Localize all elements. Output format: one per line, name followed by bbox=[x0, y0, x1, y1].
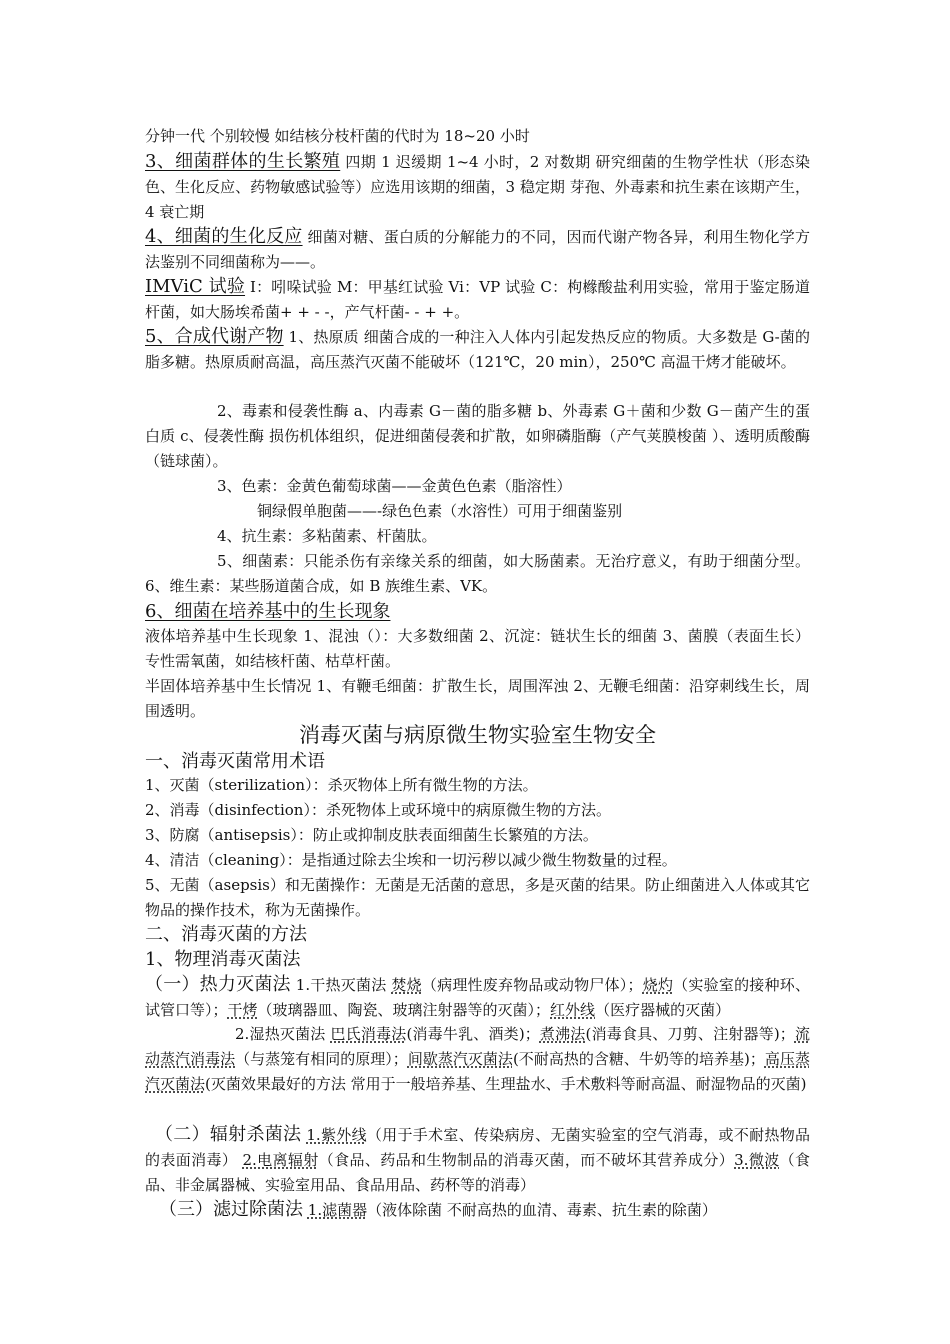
pasteurization-term: 巴氏消毒法 bbox=[330, 1025, 407, 1043]
bacteriocin-text: 5、细菌素：只能杀伤有亲缘关系的细菌，如大肠菌素。无治疗意义，有助于细菌分型。 6、维生素：某些肠道菌合成，如 B 族维生素、VK。 bbox=[145, 552, 810, 595]
section-5-heading: 5、合成代谢产物 bbox=[145, 326, 284, 347]
liquid-medium-paragraph bbox=[145, 624, 810, 674]
section-4-text: 细菌对糖、蛋白质的分解能力的不同，因而代谢产物各异，利用生物化学方法鉴别不同细菌称为——。 bbox=[145, 228, 810, 271]
pigment-text: 3、色素：金黄色葡萄球菌——金黄色色素（脂溶性） bbox=[217, 477, 572, 495]
antibiotic-text: 4、抗生素：多粘菌素、杆菌肽。 bbox=[217, 527, 437, 545]
tyndallization-term: 间歇蒸汽灭菌法 bbox=[407, 1050, 513, 1068]
flowing-steam-desc: （与蒸笼有相同的原理）； bbox=[235, 1050, 408, 1068]
flaming-desc: （实验室的接种环、试管口等）； bbox=[145, 976, 810, 1019]
chapter-title-text: 消毒灭菌与病原微生物实验室生物安全 bbox=[299, 723, 656, 747]
liquid-medium-text: 液体培养基中生长现象 1、混浊（）：大多数细菌 2、沉淀：链状生长的细菌 3、菌膜（表面生长）专性需氧菌，如结核杆菌、枯草杆菌。 bbox=[145, 627, 810, 670]
term-sterilization bbox=[145, 773, 810, 798]
section-3-heading: 3、细菌群体的生长繁殖 bbox=[145, 151, 341, 172]
autoclave-desc: (灭菌效果最好的方法 常用于一般培养基、生理盐水、手术敷料等耐高温、耐湿物品的灭菌) bbox=[205, 1075, 807, 1093]
heat-sterilization-paragraph bbox=[145, 972, 810, 1023]
filtration-heading: （三）滤过除菌法 bbox=[159, 1199, 303, 1220]
flaming-term: 烧灼 bbox=[642, 976, 674, 994]
bacterial-filter-desc: （液体除菌 不耐高热的血清、毒素、抗生素的除菌） bbox=[367, 1201, 717, 1219]
boiling-term: 煮沸法 bbox=[539, 1025, 586, 1043]
term-sterilization-text: 1、灭菌（sterilization）：杀灭物体上所有微生物的方法。 bbox=[145, 776, 538, 794]
uv-term: 1.紫外线 bbox=[306, 1126, 367, 1144]
methods-heading bbox=[145, 922, 810, 947]
term-cleaning bbox=[145, 848, 810, 873]
imvic-paragraph bbox=[145, 274, 810, 325]
dry-heat-label: 1.干热灭菌法 bbox=[290, 976, 392, 994]
radiation-heading: （二）辐射杀菌法 bbox=[155, 1124, 302, 1145]
semisolid-medium-text: 半固体培养基中生长情况 1、有鞭毛细菌：扩散生长，周围浑浊 2、无鞭毛细菌：沿穿刺线生长，周围透明。 bbox=[145, 677, 810, 720]
hot-air-term: 干烤 bbox=[227, 1001, 258, 1019]
imvic-heading: IMViC 试验 bbox=[145, 276, 246, 297]
term-disinfection bbox=[145, 798, 810, 823]
moist-heat-label: 2.湿热灭菌法 bbox=[235, 1025, 331, 1043]
section-5-text: 1、热原质 细菌合成的一种注入人体内引起发热反应的物质。大多数是 G-菌的脂多糖。热原质耐高温，高压蒸汽灭菌不能破坏（121℃，20 min），250℃ 高温干烤才能破坏。 bbox=[145, 328, 810, 371]
section-3-paragraph bbox=[145, 149, 810, 225]
autoclave-term: 高压蒸汽灭菌法 bbox=[145, 1050, 810, 1093]
terms-heading-text: 一、消毒灭菌常用术语 bbox=[145, 751, 325, 772]
term-asepsis bbox=[145, 873, 810, 923]
section-6-heading: 6、细菌在培养基中的生长现象 bbox=[145, 601, 391, 622]
chapter-title bbox=[145, 720, 810, 750]
incineration-term: 焚烧 bbox=[391, 976, 422, 994]
physical-methods-heading-text: 1、物理消毒灭菌法 bbox=[145, 949, 301, 970]
flowing-steam-term: 流动蒸汽消毒法 bbox=[145, 1025, 810, 1068]
pseudomonas-line bbox=[145, 499, 810, 524]
term-antisepsis bbox=[145, 823, 810, 848]
term-antisepsis-text: 3、防腐（antisepsis）：防止或抑制皮肤表面细菌生长繁殖的方法。 bbox=[145, 826, 598, 844]
infrared-desc: （医疗器械的灭菌） bbox=[595, 1001, 731, 1019]
ionizing-radiation-term: 2.电离辐射 bbox=[242, 1151, 319, 1169]
physical-methods-heading bbox=[145, 947, 810, 972]
pigment-line bbox=[145, 474, 810, 499]
intro-line bbox=[145, 124, 810, 149]
section-5-paragraph bbox=[145, 324, 810, 375]
filtration-paragraph bbox=[145, 1197, 810, 1223]
tyndallization-desc: (不耐高热的含糖、牛奶等的培养基)； bbox=[512, 1050, 765, 1068]
infrared-term: 红外线 bbox=[550, 1001, 596, 1019]
semisolid-medium-paragraph bbox=[145, 674, 810, 724]
antibiotic-line bbox=[145, 524, 810, 549]
hot-air-desc: （玻璃器皿、陶瓷、玻璃注射器等的灭菌）； bbox=[257, 1001, 551, 1019]
pasteurization-desc: (消毒牛乳、酒类)； bbox=[406, 1025, 540, 1043]
moist-heat-paragraph bbox=[145, 1022, 810, 1097]
incineration-desc: （病理性废弃物品或动物尸体）； bbox=[421, 976, 643, 994]
term-asepsis-text: 5、无菌（asepsis）和无菌操作：无菌是无活菌的意思，多是灭菌的结果。防止细菌进入人体或其它物品的操作技术，称为无菌操作。 bbox=[145, 876, 810, 919]
bacterial-filter-term: 1.滤菌器 bbox=[307, 1201, 368, 1219]
imvic-text: I：吲哚试验 M：甲基红试验 Vi：VP 试验 C：枸橼酸盐利用实验，常用于鉴定肠道杆菌，如大肠埃希菌+ + - -，产气杆菌- - + +。 bbox=[145, 278, 810, 321]
pseudomonas-text: 铜绿假单胞菌——-绿色色素（水溶性）可用于细菌鉴别 bbox=[257, 502, 623, 520]
microwave-term: 3.微波 bbox=[734, 1151, 780, 1169]
uv-desc: （用于手术室、传染病房、无菌实验室的空气消毒，或不耐热物品的表面消毒） bbox=[145, 1126, 810, 1169]
terms-heading bbox=[145, 749, 810, 774]
radiation-paragraph bbox=[145, 1122, 810, 1198]
ionizing-radiation-desc: （食品、药品和生物制品的消毒灭菌，而不破坏其营养成分） bbox=[318, 1151, 735, 1169]
microwave-desc: （食品、非金属器械、实验室用品、食品用品、药杯等的消毒） bbox=[145, 1151, 810, 1194]
methods-heading-text: 二、消毒灭菌的方法 bbox=[145, 924, 307, 945]
section-6-heading-line bbox=[145, 599, 810, 625]
section-4-paragraph bbox=[145, 224, 810, 275]
bacteriocin-paragraph bbox=[145, 549, 810, 599]
boiling-desc: (消毒食具、刀剪、注射器等)； bbox=[585, 1025, 795, 1043]
intro-text: 分钟一代 个别较慢 如结核分枝杆菌的代时为 18~20 小时 bbox=[145, 127, 530, 145]
toxins-paragraph bbox=[145, 399, 810, 474]
heat-sterilization-heading: （一）热力灭菌法 bbox=[145, 974, 291, 995]
term-cleaning-text: 4、清洁（cleaning）：是指通过除去尘埃和一切污秽以减少微生物数量的过程。 bbox=[145, 851, 677, 869]
section-4-heading: 4、细菌的生化反应 bbox=[145, 226, 303, 247]
term-disinfection-text: 2、消毒（disinfection）：杀死物体上或环境中的病原微生物的方法。 bbox=[145, 801, 611, 819]
section-3-text: 四期 1 迟缓期 1~4 小时，2 对数期 研究细菌的生物学性状（形态染色、生化反应、药物敏感试验等）应选用该期的细菌，3 稳定期 芽孢、外毒素和抗生素在该期产生，4 衰亡期 bbox=[145, 153, 811, 221]
toxins-text: 2、毒素和侵袭性酶 a、内毒素 G－菌的脂多糖 b、外毒素 G＋菌和少数 G－菌产生的蛋白质 c、侵袭性酶 损伤机体组织，促进细菌侵袭和扩散，如卵磷脂酶（产气荚膜梭菌 ）、透明质酸酶（链球菌）。 bbox=[145, 402, 810, 470]
